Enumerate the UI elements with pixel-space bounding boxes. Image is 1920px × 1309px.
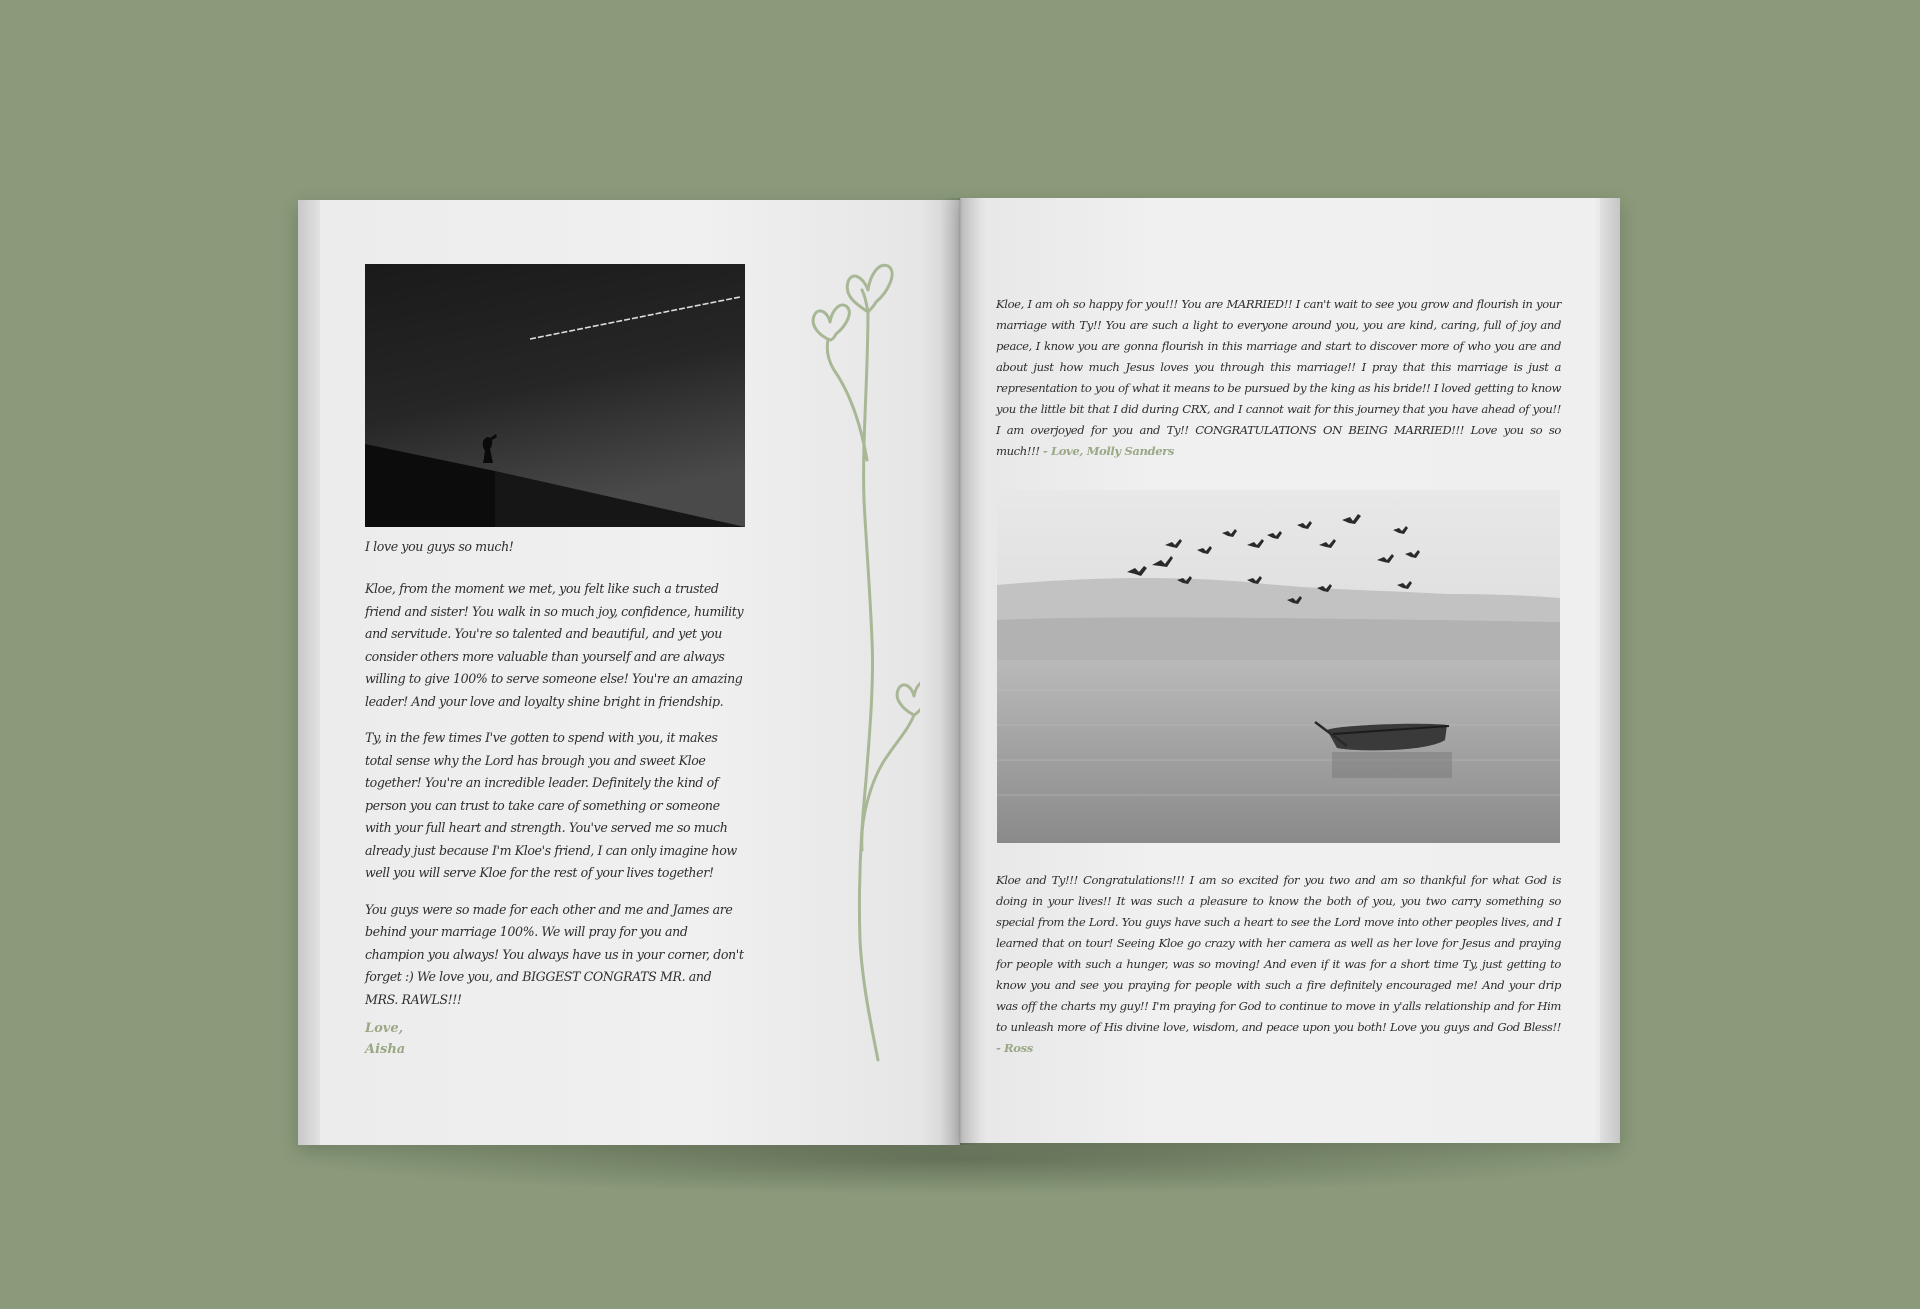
message-ross (996, 870, 1561, 1059)
message-molly (996, 294, 1561, 462)
book-spine (940, 198, 980, 1145)
message-molly-credit: - Love, Molly Sanders (1042, 444, 1175, 458)
photo-caption: I love you guys so much! (365, 539, 514, 554)
signature-love: Love, (365, 1021, 404, 1036)
signature-name: Aisha (365, 1042, 406, 1057)
paragraph-ty: Ty, in the few times I've gotten to spend with you, it makes total sense why the Lord has brough you and sweet Kloe together! You're an incredible leader. Definitely the kind of person you can trust to take care of something or someone with your full heart and strength. You've served me so much already just because I'm Kloe's friend, I can only imagine how well you will serve Kloe for the rest of your lives together! (365, 730, 737, 880)
paragraph-kloe: Kloe, from the moment we met, you felt like such a trusted friend and sister! You walk in so much joy, confidence, humility and servitude. You're so talented and beautiful, and yet you consider others more valuable than yourself and are always willing to give 100% to serve someone else! You're an amazing leader! And your love and loyalty shine bright in friendship. (365, 581, 744, 709)
night-sky-photo (365, 264, 745, 527)
left-message (365, 578, 745, 1025)
message-ross-credit: - Ross (996, 1041, 1033, 1055)
signature (365, 1018, 405, 1060)
paragraph-together: You guys were so made for each other and me and James are behind your marriage 100%. We will pray for you and champion you always! You always have us in your corner, don't forget :) We love you, and BIGGEST CONGRATS MR. and MRS. RAWLS!!! (365, 901, 744, 1007)
right-page-edge (1600, 198, 1620, 1143)
botanical-stem-illustration (770, 260, 920, 1070)
message-ross-text: Kloe and Ty!!! Congratulations!!! I am so excited for you two and am so thankful for what God is doing in your lives!! It was such a pleasure to know the both of you, you two carry something so special from the Lord. You guys have such a heart to see the Lord move into other peoples lives, and I learned that on tour! Seeing Kloe go crazy with her camera as well as her love for Jesus and praying for people with such a hunger, was so moving! And even if it was for a short time Ty, just getting to know you and see you praying for people with such a fire definitely encouraged me! And your drip was off the charts my guy!! I'm praying for God to continue to move in y'alls relationship and for Him to unleash more of His divine love, wisdom, and peace upon you both! Love you guys and God Bless!! (996, 873, 1561, 1034)
message-molly-text: Kloe, I am oh so happy for you!!! You are MARRIED!! I can't wait to see you grow and flourish in your marriage with Ty!! You are such a light to everyone around you, you are kind, caring, full of joy and peace, I know you are gonna flourish in this marriage and start to discover more of who you are and about just how much Jesus loves you through this marriage!! I pray that this marriage is just a representation to you of what it means to be pursued by the king as his bride!! I loved getting to know you the little bit that I did during CRX, and I cannot wait for this journey that you have ahead of you!! I am overjoyed for you and Ty!! CONGRATULATIONS ON BEING MARRIED!!! Love you so so much!!! (996, 297, 1561, 458)
left-page-edge (298, 200, 320, 1145)
lake-boat-photo (997, 490, 1560, 843)
